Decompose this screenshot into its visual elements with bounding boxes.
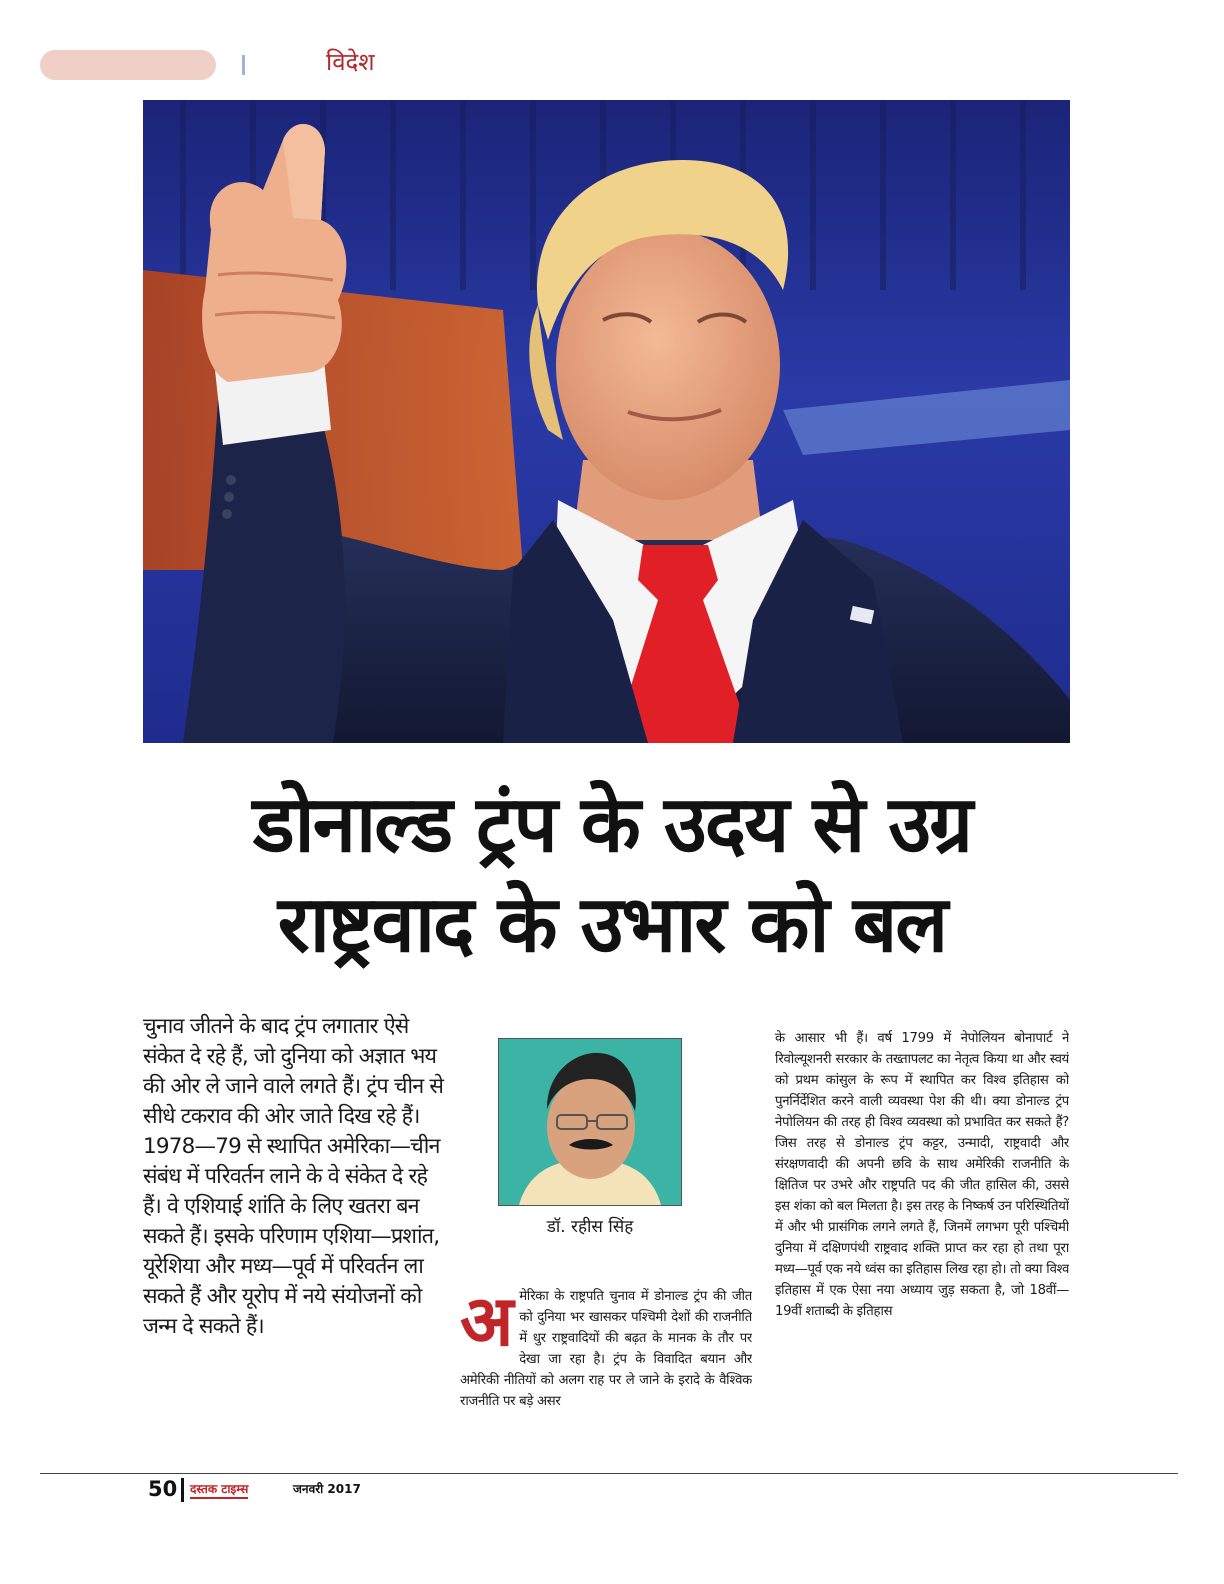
section-label: विदेश bbox=[326, 48, 375, 76]
article-right-column: के आसार भी हैं। वर्ष 1799 में नेपोलियन बोनापार्ट ने रिवोल्यूशनरी सरकार के तख्तापलट का नेतृत्व किया था और स्वयं को प्रथम कांसुल के रूप में स्थापित कर विश्व इतिहास को पुनर्निर्देशित करने वाली व्यवस्था पेश की थी। क्या डोनाल्ड ट्रंप नेपोलियन की तरह ही विश्व व्यवस्था को प्रभावित कर सकते हैं? जिस तरह से डोनाल्ड ट्रंप कट्टर, उन्मादी, राष्ट्रवादी और संरक्षणवादी की अपनी छवि के साथ अमेरिकी राजनीति के क्षितिज पर उभरे और राष्ट्रपति पद की जीत हासिल की, उससे इस शंका को बल मिलता है। इस तरह के निष्कर्ष उन परिस्थितियों में और भी प्रासंगिक लगने लगते हैं, जिनमें लगभग पूरी पश्चिमी दुनिया में दक्षिणपंथी राष्ट्रवाद शक्ति प्राप्त कर रहा हो तथा पूरा मध्य—पूर्व एक नये ध्वंस का इतिहास लिख रहा हो। तो क्या विश्व इतिहास में एक ऐसा नया अध्याय जुड़ सकता है, जो 18वीं—19वीं शताब्दी के इतिहास bbox=[775, 1031, 1069, 1319]
page-number: 50 bbox=[148, 1477, 178, 1501]
headline bbox=[120, 775, 1104, 975]
pull-quote: चुनाव जीतने के बाद ट्रंप लगातार ऐसे संकेत दे रहे हैं, जो दुनिया को अज्ञात भय की ओर ले जाने वाले लगते हैं। ट्रंप चीन से सीधे टकराव की ओर जाते दिख रहे हैं। 1978—79 से स्थापित अमेरिका—चीन संबंध में परिवर्तन लाने के वे संकेत दे रहे हैं। वे एशियाई शांति के लिए खतरा बन सकते हैं। इसके परिणाम एशिया—प्रशांत, यूरेशिया और मध्य—पूर्व में परिवर्तन ला सकते हैं और यूरोप में नये संयोजनों को जन्म दे सकते हैं। bbox=[143, 1014, 444, 1339]
author-name: डॉ. रहीस सिंह bbox=[546, 1217, 634, 1237]
hero-photo bbox=[143, 100, 1070, 743]
dropcap: अ bbox=[460, 1286, 514, 1362]
footer-rule bbox=[40, 1473, 1178, 1474]
footer-divider bbox=[181, 1478, 184, 1502]
headline-line-2: राष्ट्रवाद के उभार को बल bbox=[277, 880, 947, 970]
article-middle-text: मेरिका के राष्ट्रपति चुनाव में डोनाल्ड ट्रंप की जीत को दुनिया भर खासकर पश्चिमी देशों की राजनीति में धुर राष्ट्रवादियों की बढ़त के मानक के तौर पर देखा जा रहा है। ट्रंप के विवादित बयान और अमेरिकी नीतियों को अलग राह पर ले जाने के इरादे के वैश्विक राजनीति पर बड़े असर bbox=[460, 1289, 752, 1409]
header-divider bbox=[242, 55, 245, 75]
header-pill bbox=[40, 50, 216, 80]
author-photo bbox=[498, 1038, 682, 1206]
article-middle-column bbox=[460, 1286, 752, 1454]
headline-line-1: डोनाल्ड ट्रंप के उदय से उग्र bbox=[252, 780, 972, 870]
issue-date: जनवरी 2017 bbox=[293, 1482, 361, 1496]
brand-logo: दस्तक टाइम्स bbox=[190, 1481, 248, 1499]
